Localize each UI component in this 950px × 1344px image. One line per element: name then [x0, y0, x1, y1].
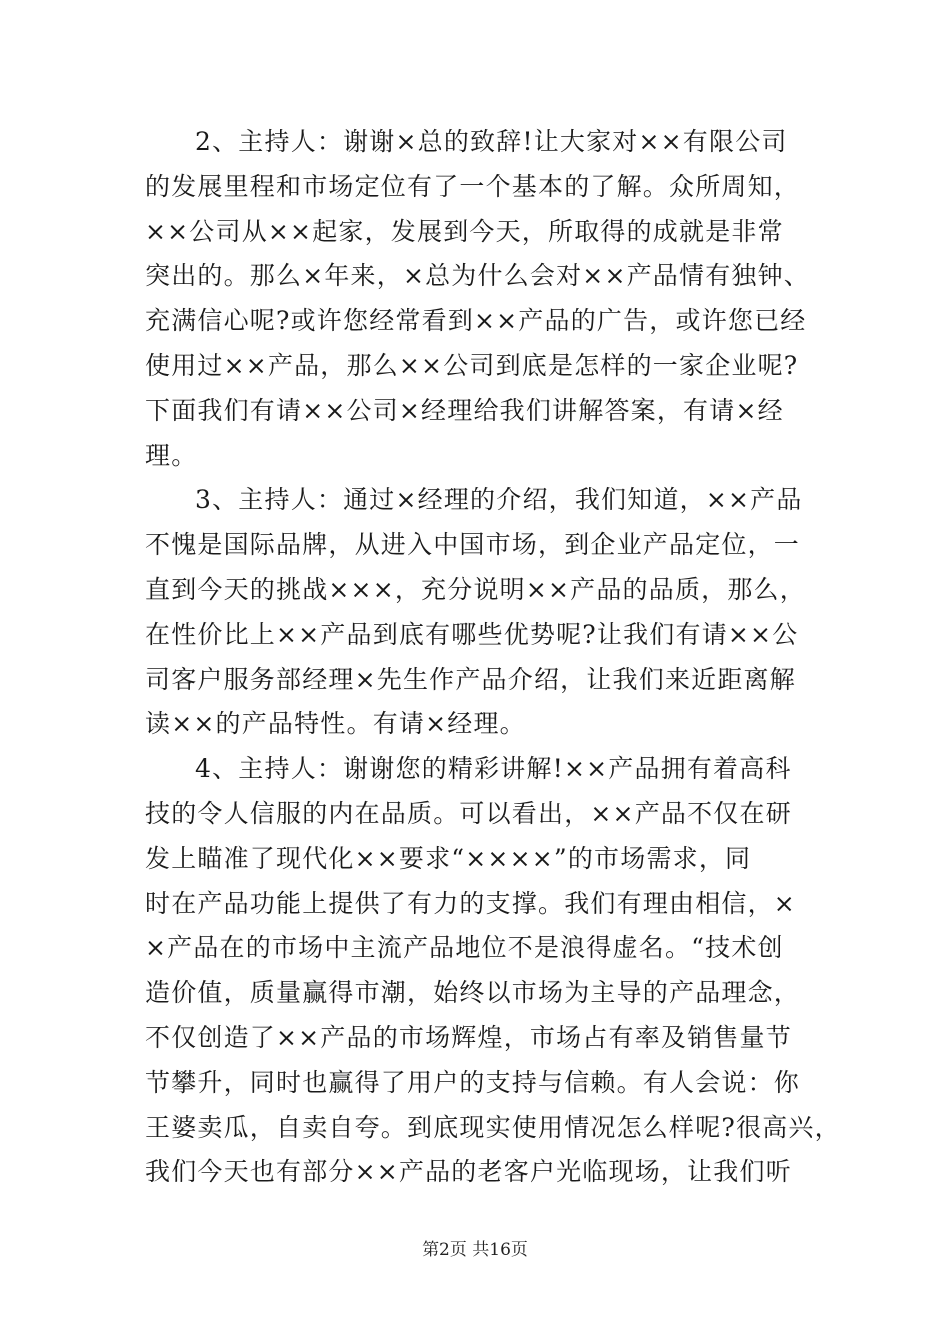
text-line: 节攀升，同时也赢得了用户的支持与信赖。有人会说：你: [145, 1067, 801, 1097]
text-line: 的发展里程和市场定位有了一个基本的了解。众所周知，: [145, 171, 801, 201]
text-line: 司客户服务部经理×先生作产品介绍，让我们来近距离解: [145, 664, 796, 694]
page-footer: 第2页 共16页: [422, 1240, 528, 1260]
text-line: 4、主持人：谢谢您的精彩讲解!××产品拥有着高科: [195, 754, 792, 784]
text-line: 理。: [145, 440, 198, 470]
text-line: ××公司从××起家，发展到今天，所取得的成就是非常: [145, 216, 784, 246]
text-line: 充满信心呢?或许您经常看到××产品的广告，或许您已经: [145, 306, 807, 336]
text-line: 读××的产品特性。有请×经理。: [145, 709, 526, 739]
text-line: 使用过××产品，那么××公司到底是怎样的一家企业呢?: [145, 350, 799, 380]
text-line: 3、主持人：通过×经理的介绍，我们知道，××产品: [195, 485, 803, 515]
text-line: 技的令人信服的内在品质。可以看出，××产品不仅在研: [145, 798, 792, 828]
text-line: 不愧是国际品牌，从进入中国市场，到企业产品定位，一: [145, 530, 801, 560]
text-line: 在性价比上××产品到底有哪些优势呢?让我们有请××公: [145, 619, 799, 649]
text-line: 我们今天也有部分××产品的老客户光临现场，让我们听: [145, 1157, 792, 1187]
text-line: 突出的。那么×年来，×总为什么会对××产品情有独钟、: [145, 261, 810, 291]
text-line: 直到今天的挑战×××，充分说明××产品的品质，那么，: [145, 574, 806, 604]
text-line: 造价值，质量赢得市潮，始终以市场为主导的产品理念，: [145, 978, 801, 1008]
text-line: 时在产品功能上提供了有力的支撑。我们有理由相信，×: [145, 888, 796, 918]
text-line: 2、主持人：谢谢×总的致辞!让大家对××有限公司: [195, 127, 788, 156]
text-line: 发上瞄准了现代化××要求“××××”的市场需求，同: [145, 843, 752, 873]
document-body: [145, 120, 841, 1195]
text-line: 下面我们有请××公司×经理给我们讲解答案，有请×经: [145, 395, 784, 425]
text-line: ×产品在的市场中主流产品地位不是浪得虚名。“技术创: [145, 933, 784, 963]
text-line: 王婆卖瓜，自卖自夸。到底现实使用情况怎么样呢?很高兴，: [145, 1112, 841, 1142]
text-line: 不仅创造了××产品的市场辉煌，市场占有率及销售量节: [145, 1022, 792, 1052]
